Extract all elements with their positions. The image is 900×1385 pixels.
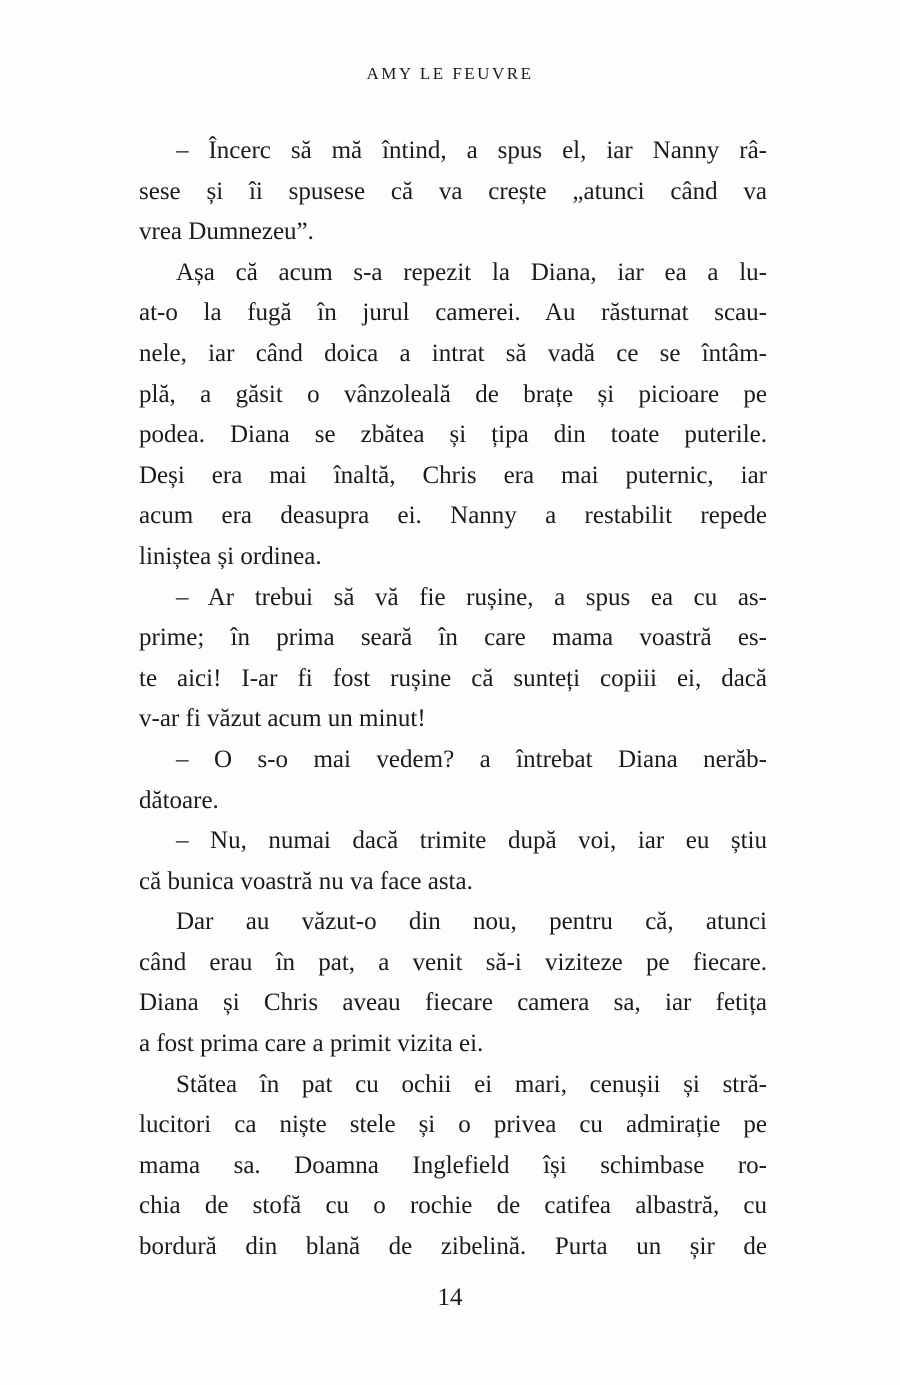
text-line: sese și îi spusese că va crește „atunci când va: [139, 177, 767, 205]
page-number: 14: [437, 1284, 463, 1311]
text-line: Dar au văzut-o din nou, pentru că, atunci: [176, 908, 767, 936]
paragraph: [139, 131, 767, 253]
text-line: liniștea și ordinea.: [139, 542, 322, 570]
text-line: Deși era mai înaltă, Chris era mai puternic, iar: [139, 461, 767, 489]
paragraph: [139, 821, 767, 902]
text-line: mama sa. Doamna Inglefield își schimbase ro-: [139, 1151, 767, 1179]
paragraph: [139, 902, 767, 1064]
text-line: te aici! I-ar fi fost rușine că sunteți copiii ei, dacă: [139, 664, 767, 692]
text-line: nele, iar când doica a intrat să vadă ce se întâm-: [139, 339, 767, 367]
text-line: Diana și Chris aveau fiecare camera sa, iar fetița: [139, 989, 767, 1017]
text-line: – Încerc să mă întind, a spus el, iar Nanny râ-: [176, 137, 767, 164]
text-line: acum era deasupra ei. Nanny a restabilit repede: [139, 502, 767, 530]
text-line: Așa că acum s-a repezit la Diana, iar ea a lu-: [176, 258, 767, 286]
text-line: v-ar fi văzut acum un minut!: [139, 705, 426, 733]
text-line: – Nu, numai dacă trimite după voi, iar eu știu: [176, 827, 767, 855]
text-line: podea. Diana se zbătea și țipa din toate puterile.: [139, 421, 767, 449]
text-line: lucitori ca niște stele și o privea cu admirație pe: [139, 1111, 767, 1139]
running-header: AMY LE FEUVRE: [366, 64, 534, 83]
text-line: dătoare.: [139, 786, 219, 814]
text-line: chia de stofă cu o rochie de catifea albastră, cu: [139, 1192, 767, 1220]
text-line: vrea Dumnezeu”.: [139, 218, 314, 246]
text-line: – O s-o mai vedem? a întrebat Diana nerăb-: [176, 745, 767, 773]
text-line: Stătea în pat cu ochii ei mari, cenușii și stră-: [176, 1070, 767, 1098]
text-line: plă, a găsit o vânzoleală de brațe și picioare pe: [139, 380, 767, 408]
text-line: prime; în prima seară în care mama voastră es-: [139, 624, 767, 652]
text-line: – Ar trebui să vă fie rușine, a spus ea cu as-: [176, 583, 767, 611]
text-line: că bunica voastră nu va face asta.: [139, 867, 473, 895]
paragraph: [139, 1065, 767, 1268]
text-line: a fost prima care a primit vizita ei.: [139, 1030, 484, 1058]
text-line: când erau în pat, a venit să-i viziteze pe fiecare.: [139, 948, 767, 976]
body-text: [139, 131, 767, 1268]
paragraph: [139, 740, 767, 821]
paragraph: [139, 578, 767, 740]
text-line: at-o la fugă în jurul camerei. Au răsturnat scau-: [139, 299, 767, 327]
text-line: bordură din blană de zibelină. Purta un șir de: [139, 1233, 767, 1261]
paragraph: [139, 253, 767, 578]
